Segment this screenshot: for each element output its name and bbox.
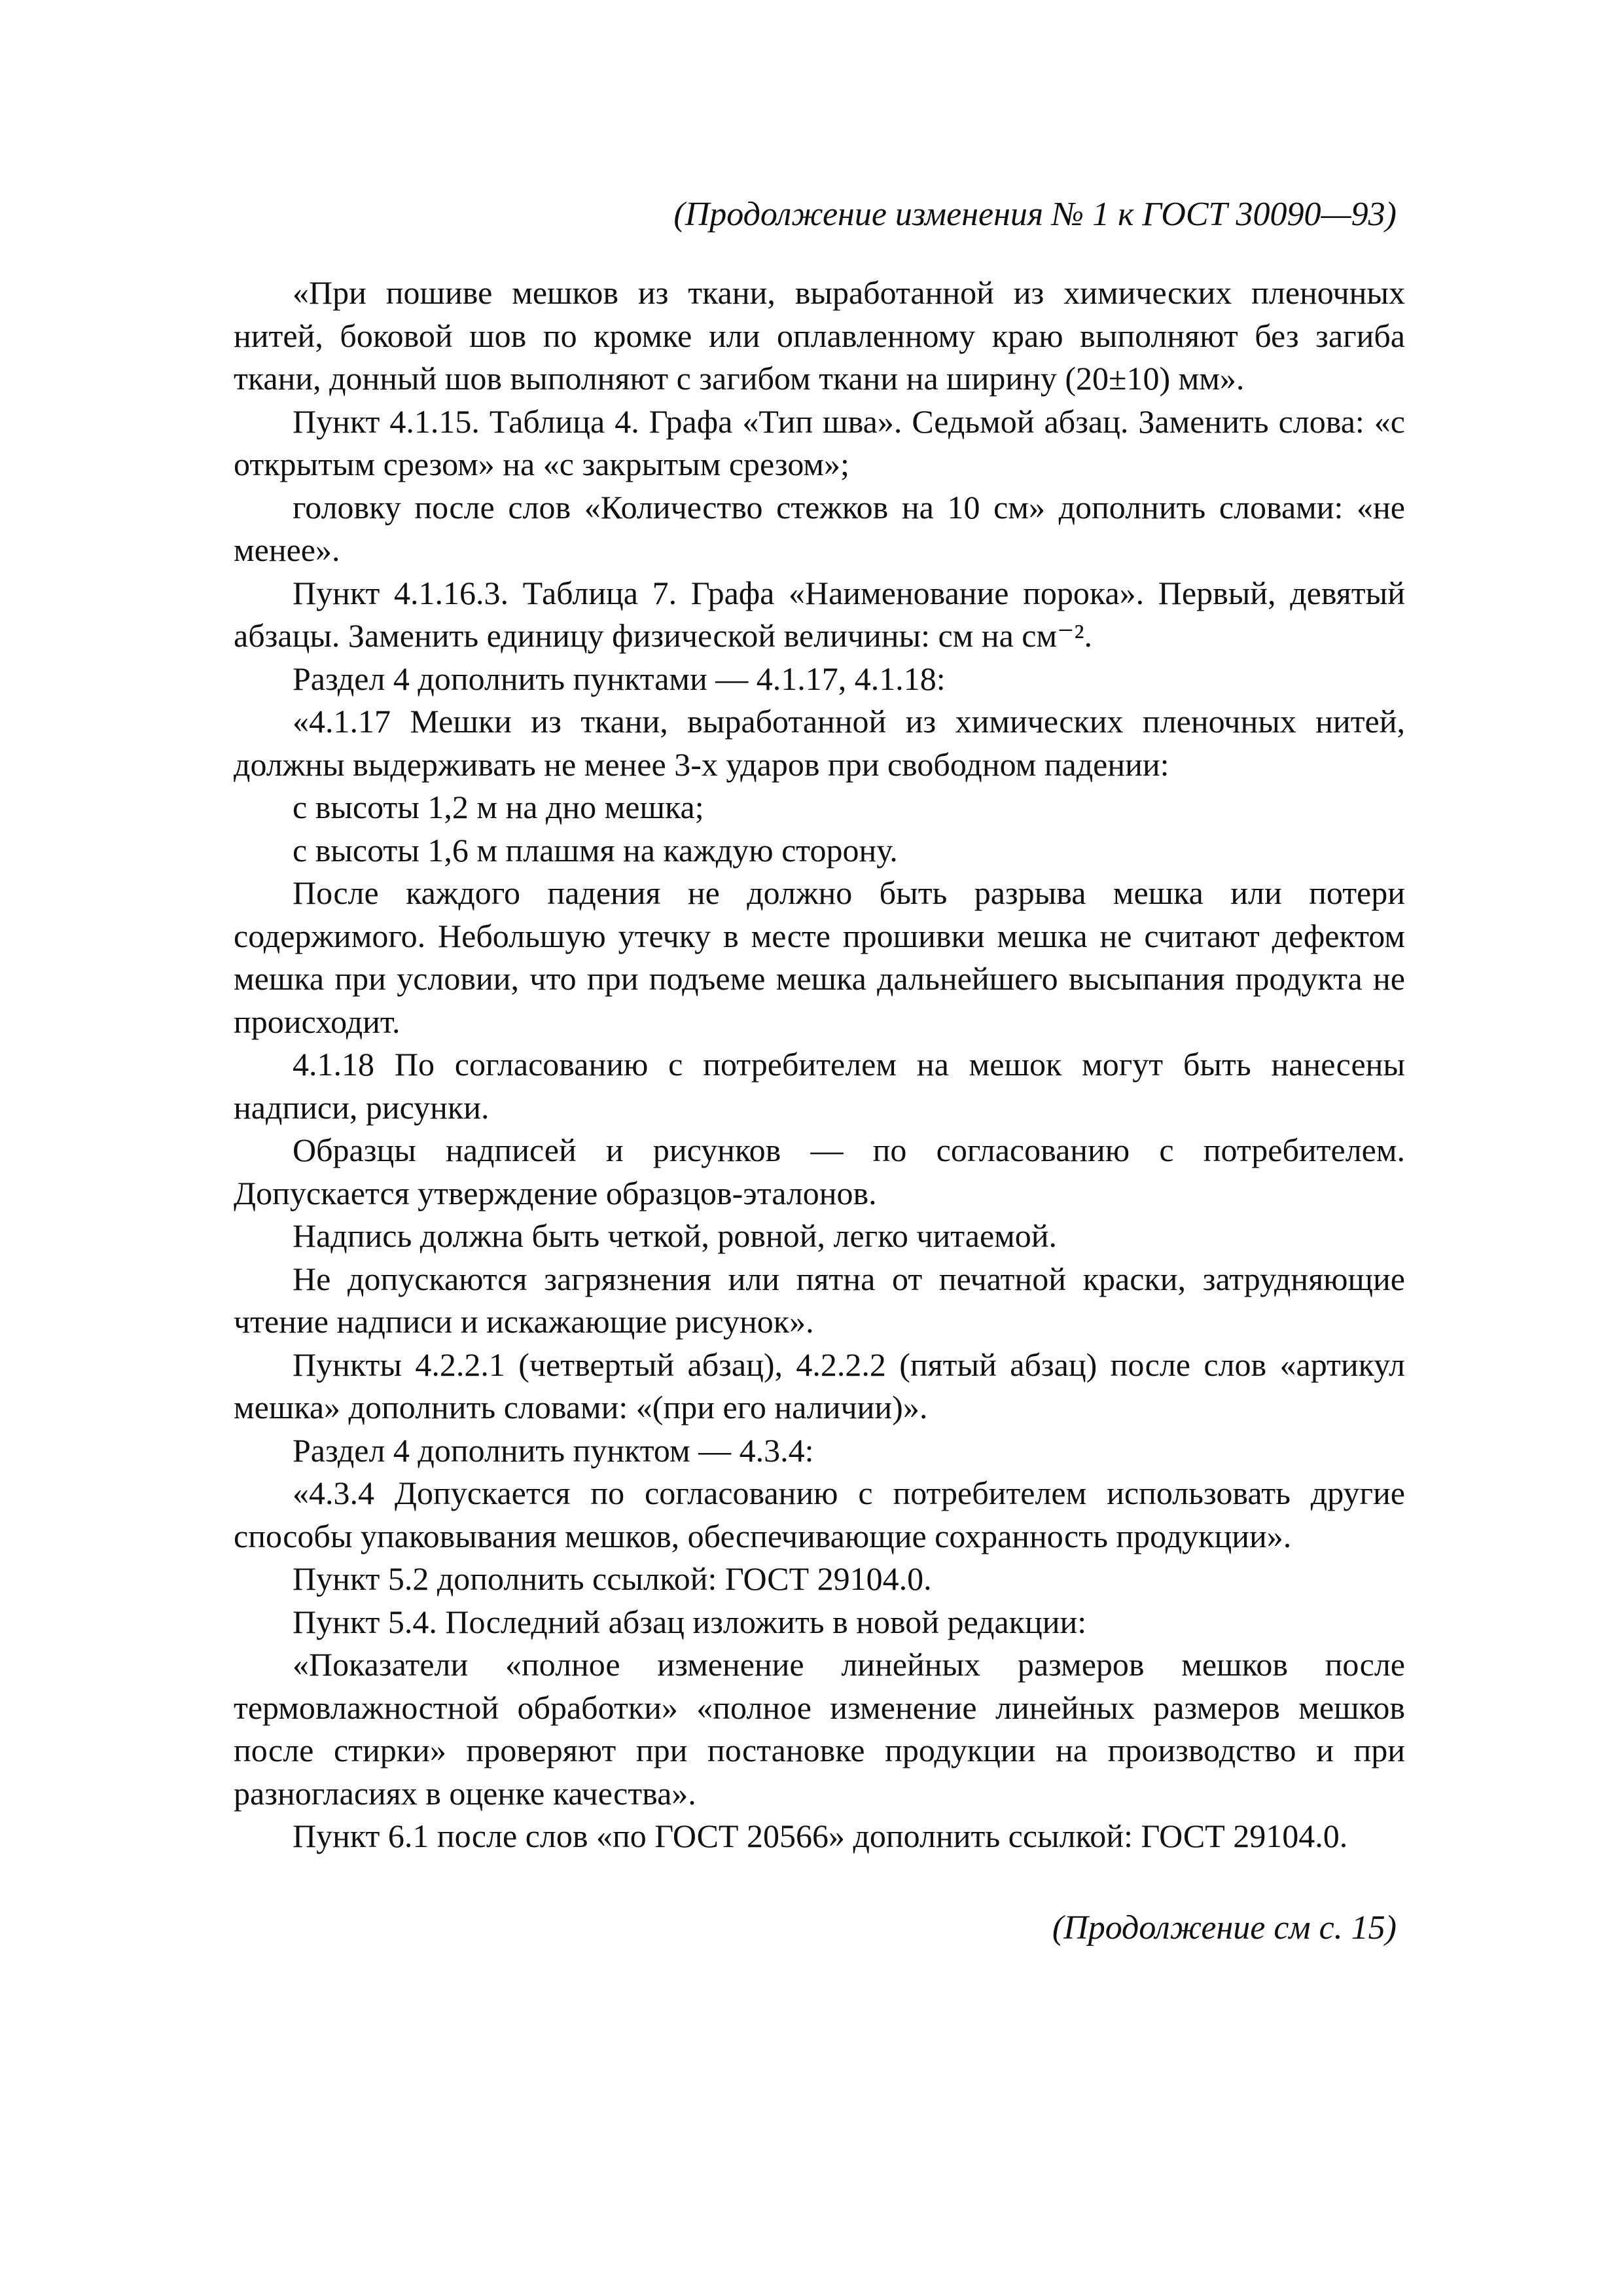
paragraph: Раздел 4 дополнить пунктами — 4.1.17, 4.1.18: <box>293 660 946 697</box>
paragraph: 4.1.18 По согласованию с потребителем на мешок могут быть нанесены надписи, рисунки. <box>234 1046 1405 1126</box>
paragraph: После каждого падения не должно быть разрыва мешка или потери содержимого. Небольшую утечку в месте прошивки мешка не считают дефектом мешка при условии, что при подъеме мешка дальнейшего высыпания продукта не происходит. <box>234 874 1405 1040</box>
paragraph: Пункт 5.4. Последний абзац изложить в новой редакции: <box>293 1603 1087 1640</box>
paragraph: Образцы надписей и рисунков — по согласованию с потребителем. Допускается утверждение образцов-эталонов. <box>234 1132 1405 1211</box>
continuation-footer: (Продолжение см с. 15) <box>1052 1909 1397 1946</box>
paragraph: Пункты 4.2.2.1 (четвертый абзац), 4.2.2.2 (пятый абзац) после слов «артикул мешка» дополнить словами: «(при его наличии)». <box>234 1346 1405 1426</box>
paragraph: «Показатели «полное изменение линейных размеров мешков после термовлажностной обработки» «полное изменение линейных размеров мешков после стирки» проверяют при постановке продукции на производство и при разногласиях в оценке качества». <box>234 1646 1405 1812</box>
paragraph: Пункт 5.2 дополнить ссылкой: ГОСТ 29104.0. <box>293 1560 932 1597</box>
paragraph: Пункт 4.1.16.3. Таблица 7. Графа «Наименование порока». Первый, девятый абзацы. Заменить единицу физической величины: см на см⁻². <box>234 574 1405 654</box>
paragraph: Не допускаются загрязнения или пятна от печатной краски, затрудняющие чтение надписи и искажающие рисунок». <box>234 1260 1405 1340</box>
continuation-header: (Продолжение изменения № 1 к ГОСТ 30090—93) <box>673 196 1397 233</box>
paragraph: «4.3.4 Допускается по согласованию с потребителем использовать другие способы упаковывания мешков, обеспечивающие сохранность продукции». <box>234 1475 1405 1554</box>
paragraph: Пункт 4.1.15. Таблица 4. Графа «Тип шва». Седьмой абзац. Заменить слова: «с открытым срезом» на «с закрытым срезом»; <box>234 403 1405 482</box>
paragraph: с высоты 1,2 м на дно мешка; <box>293 789 704 825</box>
paragraph: «При пошиве мешков из ткани, выработанной из химических пленочных нитей, боковой шов по кромке или оплавленному краю выполняют без загиба ткани, донный шов выполняют с загибом ткани на ширину (20±10) мм». <box>234 274 1405 397</box>
document-body <box>234 272 1405 1858</box>
paragraph: головку после слов «Количество стежков на 10 см» дополнить словами: «не менее». <box>234 488 1405 568</box>
paragraph: «4.1.17 Мешки из ткани, выработанной из химических пленочных нитей, должны выдерживать не менее 3-х ударов при свободном падении: <box>234 703 1405 783</box>
paragraph: с высоты 1,6 м плашмя на каждую сторону. <box>293 831 898 869</box>
paragraph: Пункт 6.1 после слов «по ГОСТ 20566» дополнить ссылкой: ГОСТ 29104.0. <box>293 1818 1348 1854</box>
paragraph: Надпись должна быть четкой, ровной, легко читаемой. <box>293 1217 1058 1254</box>
paragraph: Раздел 4 дополнить пунктом — 4.3.4: <box>293 1431 814 1469</box>
